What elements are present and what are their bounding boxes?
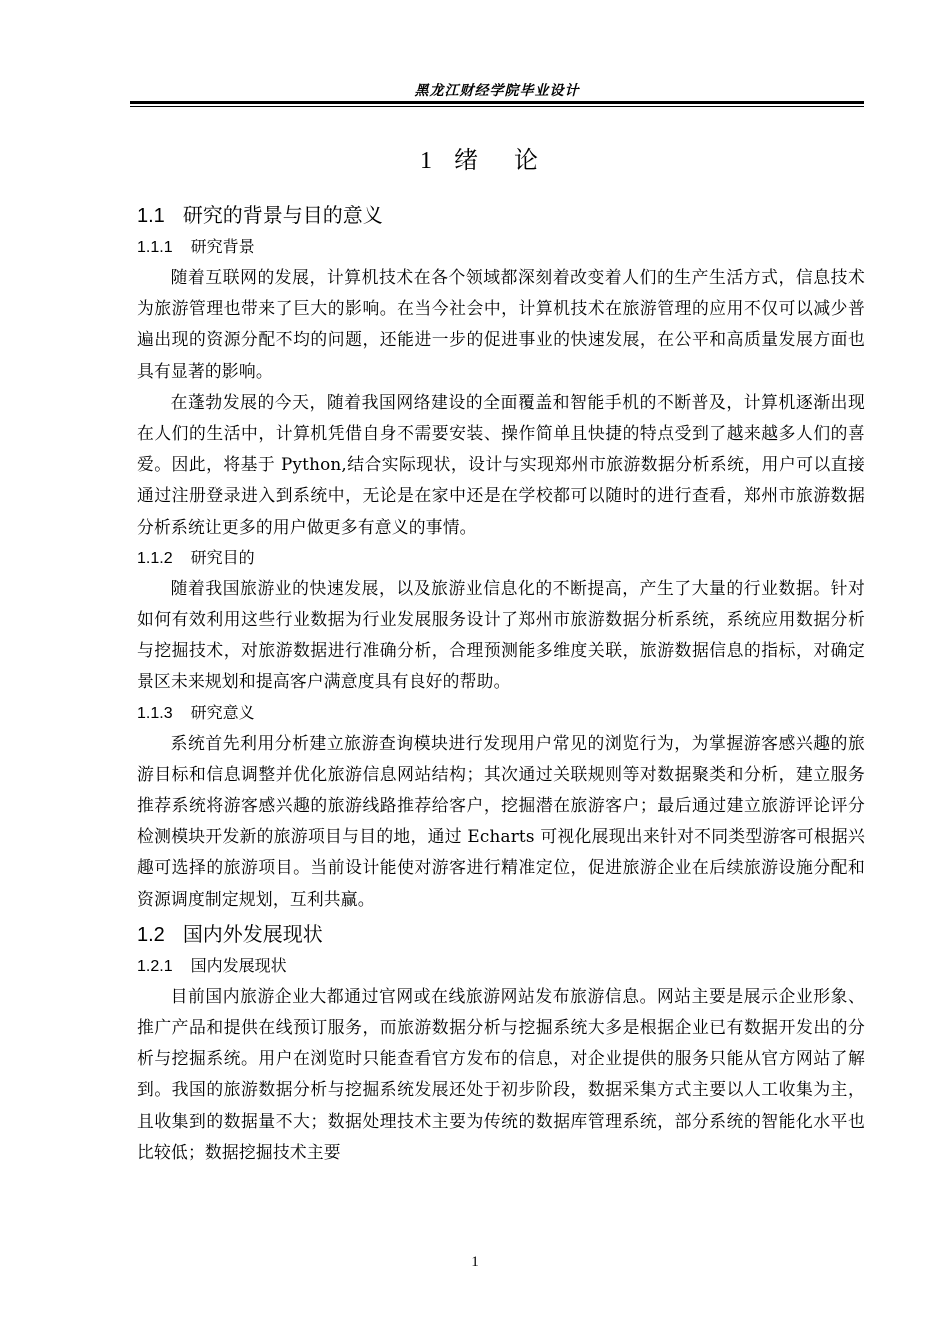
subsection-title: 研究意义 (190, 702, 255, 722)
section-title: 研究的背景与目的意义 (182, 203, 383, 227)
subsection-number: 1.2.1 (137, 957, 173, 975)
paragraph: 目前国内旅游企业大都通过官网或在线旅游网站发布旅游信息。网站主要是展示企业形象、推广产品和提供在线预订服务，而旅游数据分析与挖掘系统大多是根据企业已有数据开发出的分析与挖掘系统。用户在浏览时只能查看官方发布的信息，对企业提供的服务只能从官方网站了解到。我国的旅游数据分析与挖掘系统发展还处于初步阶段，数据采集方式主要以人工收集为主，且收集到的数据量不大；数据处理技术主要为传统的数据库管理系统，部分系统的智能化水平也比较低；数据挖掘技术主要 (137, 985, 865, 1162)
subsection-title: 研究背景 (190, 237, 255, 256)
section-number: 1.2 (137, 923, 165, 946)
section-title: 国内外发展现状 (182, 921, 323, 946)
section-heading (137, 198, 865, 232)
page-number: 1 (471, 1254, 479, 1270)
paragraph: 系统首先利用分析建立旅游查询模块进行发现用户常见的浏览行为，为掌握游客感兴趣的旅游目标和信息调整并优化旅游信息网站结构；其次通过关联规则等对数据聚类和分析，建立服务推荐系统将游客感兴趣的旅游线路推荐给客户，挖掘潜在旅游客户；最后通过建立旅游评论评分检测模块开发新的旅游项目与目的地，通过 Echarts 可视化展现出来针对不同类型游客可根据兴趣可选择的旅游项目。当前设计能使对游客进行精准定位，促进旅游企业在后续旅游设施分配和资源调度制定规划，互利共赢。 (137, 732, 865, 909)
body-content (137, 196, 865, 1168)
header-rule (130, 101, 864, 104)
chapter-name: 绪论 (454, 146, 574, 174)
chapter-number: 1 (420, 148, 432, 174)
subsection-heading (137, 951, 865, 981)
subsection-number: 1.1.3 (137, 704, 173, 722)
subsection-title: 研究目的 (190, 547, 255, 567)
paragraph: 在蓬勃发展的今天，随着我国网络建设的全面覆盖和智能手机的不断普及，计算机逐渐出现在人们的生活中，计算机凭借自身不需要安装、操作简单且快捷的特点受到了越来越多人们的喜爱。因此，将基于 Python,结合实际现状，设计与实现郑州市旅游数据分析系统，用户可以直接通过注册登录进入到系统中，无论是在家中还是在学校都可以随时的进行查看，郑州市旅游数据分析系统让更多的用户做更多有意义的事情。 (137, 391, 865, 537)
paragraph: 随着我国旅游业的快速发展，以及旅游业信息化的不断提高，产生了大量的行业数据。针对如何有效利用这些行业数据为行业发展服务设计了郑州市旅游数据分析系统，系统应用数据分析与挖掘技术，对旅游数据进行准确分析，合理预测能多维度关联，旅游数据信息的指标，对确定景区未来规划和提高客户满意度具有良好的帮助。 (137, 577, 865, 692)
subsection-title: 国内发展现状 (190, 955, 287, 975)
subsection-heading (137, 543, 865, 573)
header-rule-thin (130, 106, 864, 107)
chapter-title (130, 140, 864, 175)
subsection-number: 1.1.2 (137, 549, 173, 567)
subsection-heading (137, 232, 865, 262)
paragraph: 随着互联网的发展，计算机技术在各个领域都深刻着改变着人们的生产生活方式，信息技术为旅游管理也带来了巨大的影响。在当今社会中，计算机技术在旅游管理的应用不仅可以减少普遍出现的资源分配不均的问题，还能进一步的促进事业的快速发展，在公平和高质量发展方面也具有显著的影响。 (137, 267, 865, 381)
section-number: 1.1 (137, 205, 165, 227)
running-header: 黑龙江财经学院毕业设计 (414, 83, 580, 99)
subsection-number: 1.1.1 (137, 239, 173, 256)
subsection-heading (137, 698, 865, 728)
section-heading (137, 917, 865, 951)
